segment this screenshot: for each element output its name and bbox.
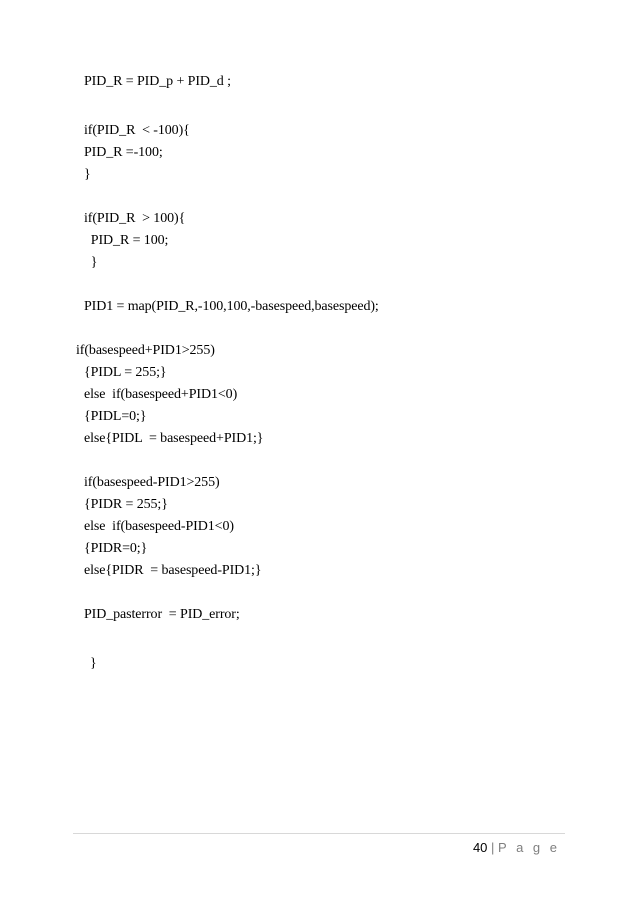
code-line: PID_R = PID_p + PID_d ; [84, 74, 231, 89]
code-line: else if(basespeed+PID1<0) [84, 387, 238, 402]
code-line: } [84, 255, 98, 270]
code-line: else if(basespeed-PID1<0) [84, 519, 234, 534]
code-line: {PIDL=0;} [84, 409, 147, 424]
code-line: if(basespeed+PID1>255) [76, 343, 215, 358]
code-line: {PIDL = 255;} [84, 365, 167, 380]
page-footer [473, 840, 560, 856]
page-label: P a g e [498, 840, 560, 855]
code-line: {PIDR=0;} [84, 541, 148, 556]
page-number: 40 [472, 840, 488, 855]
code-line: else{PIDL = basespeed+PID1;} [84, 431, 264, 446]
code-line: PID1 = map(PID_R,-100,100,-basespeed,basespeed); [84, 299, 379, 314]
page-separator: | [487, 840, 499, 855]
code-line: PID_R = 100; [84, 233, 169, 248]
code-line: PID_R =-100; [84, 145, 163, 160]
code-line: if(basespeed-PID1>255) [84, 475, 220, 490]
code-line: {PIDR = 255;} [84, 497, 168, 512]
code-line: } [90, 656, 97, 671]
footer-divider [73, 833, 565, 834]
code-line: } [84, 167, 91, 182]
code-line: PID_pasterror = PID_error; [84, 607, 240, 622]
code-line: else{PIDR = basespeed-PID1;} [84, 563, 262, 578]
code-line: if(PID_R < -100){ [84, 123, 190, 138]
code-line: if(PID_R > 100){ [84, 211, 186, 226]
